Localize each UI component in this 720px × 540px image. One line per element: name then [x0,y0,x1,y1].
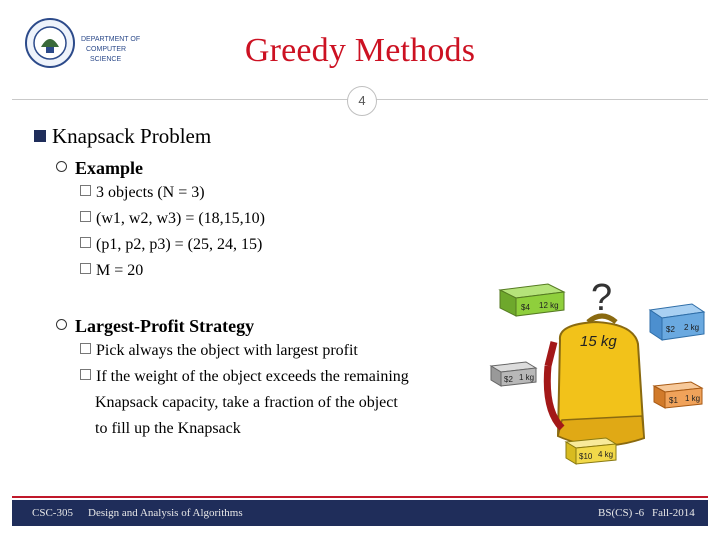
footer-subject: Design and Analysis of Algorithms [88,507,243,519]
strategy-item-1 [80,342,358,360]
circle-bullet-icon [56,161,67,172]
item-box-orange [654,382,702,408]
footer-rule [12,496,708,498]
box-price: $2 [504,375,513,384]
logo-text-line1: DEPARTMENT OF [81,36,140,43]
footer-program: BS(CS) -6 [598,507,645,519]
box-price: $4 [521,303,530,312]
example-item-text: 3 objects (N = 3) [96,184,205,201]
example-item-2 [80,210,265,228]
footer-bar [12,500,708,526]
example-item-text: (w1, w2, w3) = (18,15,10) [96,210,265,227]
logo-text-line3: SCIENCE [90,56,122,63]
heading-text: Knapsack Problem [52,124,212,148]
backpack-capacity-label: 15 kg [580,333,617,350]
page-number: 4 [347,86,377,116]
box-weight: 12 kg [539,301,559,310]
box-weight: 2 kg [684,323,700,332]
question-mark: ? [591,277,613,319]
backpack-icon [547,316,644,446]
box-price: $2 [666,325,675,334]
strategy-item-2-cont-1: Knapsack capacity, take a fraction of the object [95,394,398,411]
box-bullet-icon [80,369,91,380]
box-price: $1 [669,396,678,405]
example-text: Example [75,158,144,178]
strategy-item-2 [80,368,409,386]
logo-text-line2: COMPUTER [86,46,127,53]
box-weight: 1 kg [685,394,701,403]
strategy-text: Largest-Profit Strategy [75,316,255,336]
example-label [56,158,143,179]
strategy-item-text: Pick always the object with largest profit [96,342,358,359]
item-box-green [500,284,564,316]
example-item-4 [80,262,143,280]
box-bullet-icon [80,185,91,196]
box-bullet-icon [80,343,91,354]
example-item-3 [80,236,262,254]
box-price: $10 [579,452,593,461]
box-weight: 4 kg [598,450,614,459]
box-bullet-icon [80,211,91,222]
box-bullet-icon [80,237,91,248]
footer-course: CSC-305 [32,507,73,519]
item-box-blue [650,304,704,340]
strategy-item-2-cont-2: to fill up the Knapsack [95,420,241,437]
strategy-item-text: If the weight of the object exceeds the remaining [96,368,409,385]
example-item-text: (p1, p2, p3) = (25, 24, 15) [96,236,263,253]
strategy-label [56,316,254,337]
footer-term: Fall-2014 [652,507,695,519]
heading-knapsack [34,124,211,149]
item-box-yellow [566,438,616,464]
knapsack-illustration [488,270,710,470]
square-bullet-icon [34,130,46,142]
slide-title: Greedy Methods [244,32,476,69]
example-item-1 [80,184,205,202]
box-bullet-icon [80,263,91,274]
item-box-grey [491,362,536,386]
circle-bullet-icon [56,319,67,330]
box-weight: 1 kg [519,373,535,382]
university-logo [20,14,140,72]
example-item-text: M = 20 [96,262,144,279]
